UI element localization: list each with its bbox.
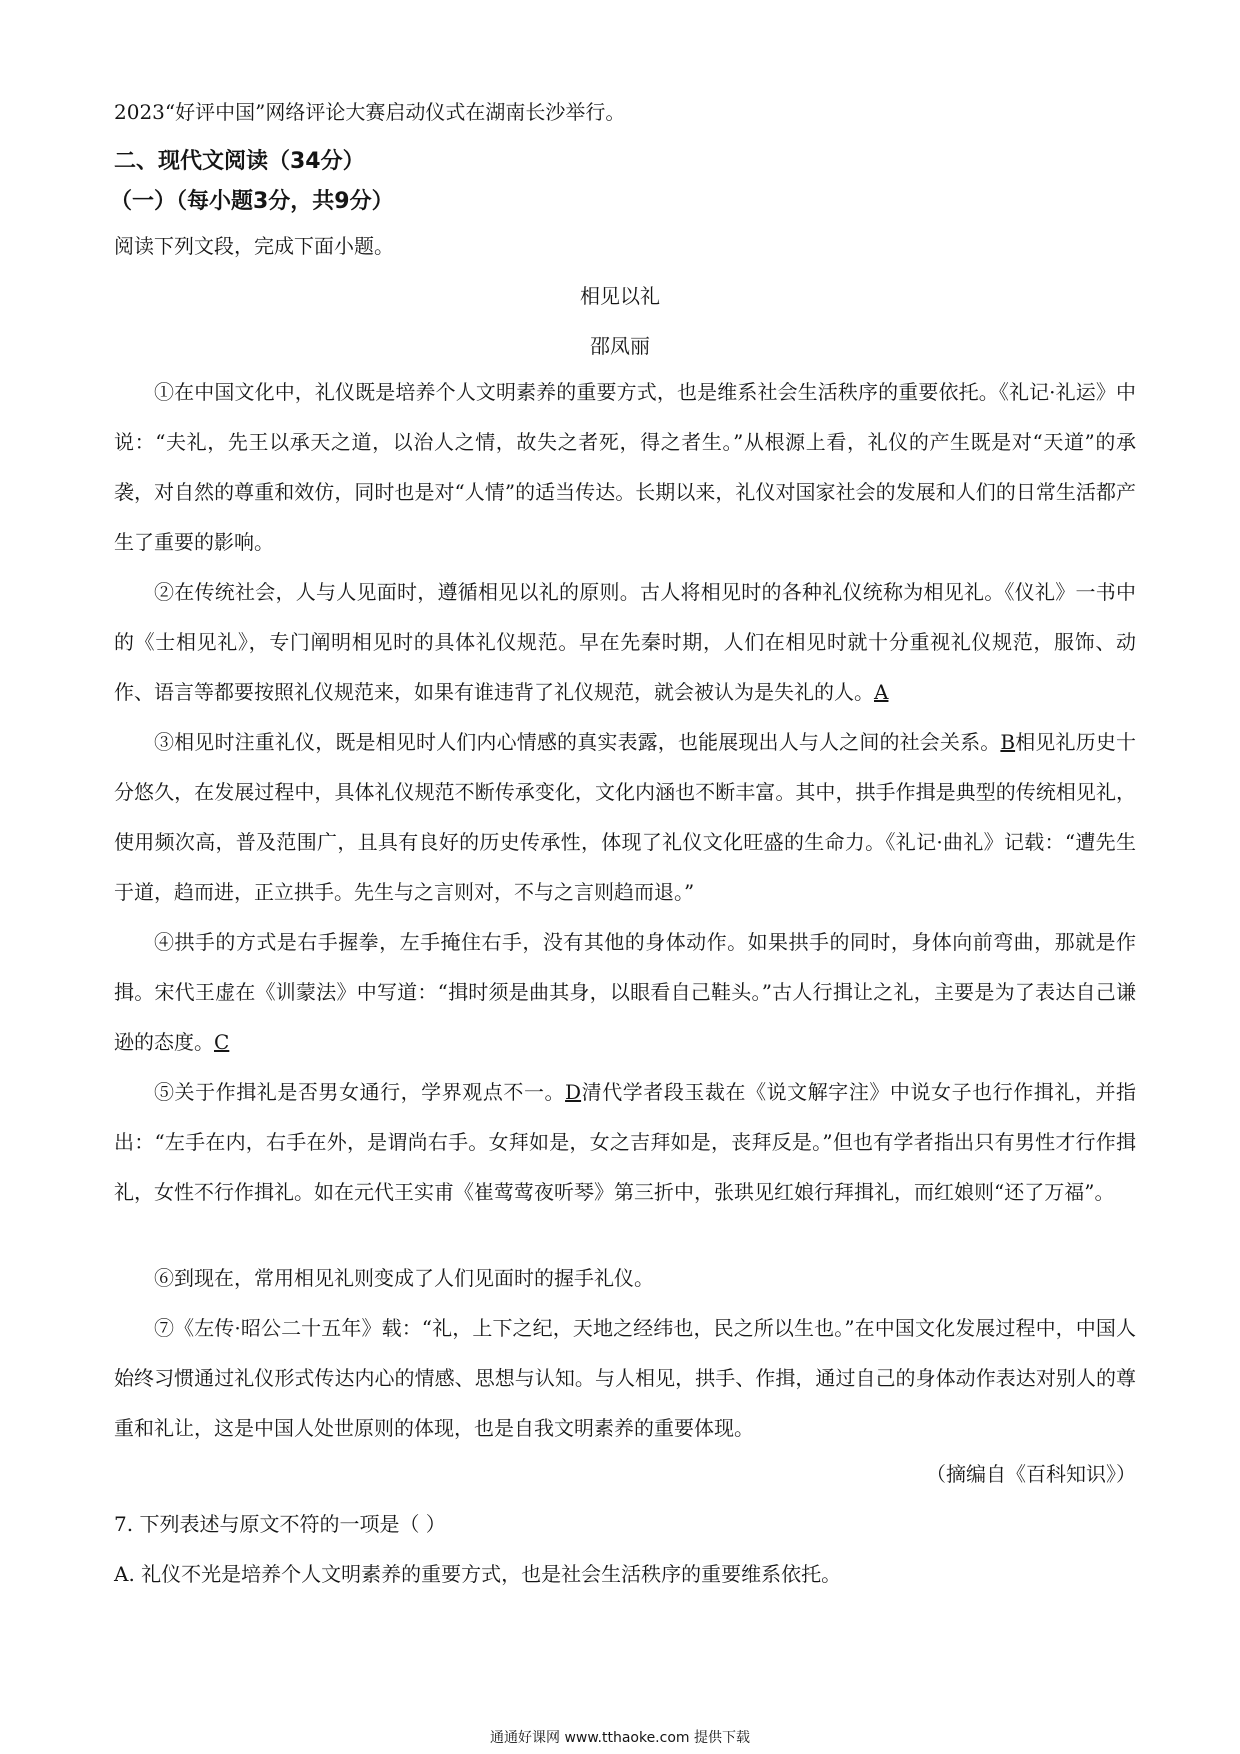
subsection-heading: （一）（每小题3分，共9分）: [110, 189, 394, 214]
intro-line: 2023“好评中国”网络评论大赛启动仪式在湖南长沙举行。: [114, 100, 626, 124]
paragraph-2: [114, 567, 1136, 717]
paragraph-5: [114, 1067, 1136, 1217]
paragraph-1: ①在中国文化中，礼仪既是培养个人文明素养的重要方式，也是维系社会生活秩序的重要依托。《礼记·礼运》中说：“夫礼，先王以承天之道，以治人之情，故失之者死，得之者生。”从根源上看，礼仪的产生既是对“天道”的承袭，对自然的尊重和效仿，同时也是对“人情”的适当传达。长期以来，礼仪对国家社会的发展和人们的日常生活都产生了重要的影响。: [114, 380, 1136, 554]
marker-c: C: [214, 1030, 230, 1054]
section-heading: 二、现代文阅读（34分）: [114, 149, 365, 174]
paragraph-7: ⑦《左传·昭公二十五年》载：“礼，上下之纪，天地之经纬也，民之所以生也。”在中国文化发展过程中，中国人始终习惯通过礼仪形式传达内心的情感、思想与认知。与人相见，拱手、作揖，通过自己的身体动作表达对别人的尊重和礼让，这是中国人处世原则的体现，也是自我文明素养的重要体现。: [114, 1316, 1136, 1440]
paragraph-4: [114, 917, 1136, 1067]
article-title: 相见以礼: [580, 284, 660, 308]
paragraph-5-text-a: ⑤关于作揖礼是否男女通行，学界观点不一。: [154, 1080, 566, 1104]
paragraph-3: [114, 717, 1136, 917]
paragraph-4-text: ④拱手的方式是右手握拳，左手掩住右手，没有其他的身体动作。如果拱手的同时，身体向前弯曲，那就是作揖。宋代王虚在《训蒙法》中写道：“揖时须是曲其身，以眼看自己鞋头。”古人行揖让之礼，主要是为了表达自己谦逊的态度。: [114, 930, 1136, 1054]
marker-d: D: [565, 1080, 582, 1104]
marker-a: A: [874, 680, 889, 704]
paragraph-5-text-b: 清代学者段玉裁在《说文解字注》中说女子也行作揖礼，并指出：“左手在内，右手在外，是谓尚右手。女拜如是，女之吉拜如是，丧拜反是。”但也有学者指出只有男性才行作揖礼，女性不行作揖礼。如在元代王实甫《崔莺莺夜听琴》第三折中，张珙见红娘行拜揖礼，而红娘则“还了万福”。: [114, 1080, 1137, 1204]
paragraph-6: ⑥到现在，常用相见礼则变成了人们见面时的握手礼仪。: [154, 1266, 654, 1290]
paragraph-2-text: ②在传统社会，人与人见面时，遵循相见以礼的原则。古人将相见时的各种礼仪统称为相见礼。《仪礼》一书中的《士相见礼》，专门阐明相见时的具体礼仪规范。早在先秦时期，人们在相见时就十分重视礼仪规范，服饰、动作、语言等都要按照礼仪规范来，如果有谁违背了礼仪规范，就会被认为是失礼的人。: [114, 580, 1136, 704]
article-author: 邵凤丽: [590, 334, 650, 358]
paragraph-3-text-a: ③相见时注重礼仪，既是相见时人们内心情感的真实表露，也能展现出人与人之间的社会关系。: [154, 730, 1001, 754]
question-option-a: A. 礼仪不光是培养个人文明素养的重要方式，也是社会生活秩序的重要维系依托。: [114, 1562, 842, 1586]
page-footer: 通通好课网 www.tthaoke.com 提供下载: [490, 1730, 750, 1746]
question-stem: 7. 下列表述与原文不符的一项是（ ）: [114, 1512, 446, 1536]
paragraph-3-text-b: 相见礼历史十分悠久，在发展过程中，具体礼仪规范不断传承变化，文化内涵也不断丰富。其中，拱手作揖是典型的传统相见礼，使用频次高，普及范围广，且具有良好的历史传承性，体现了礼仪文化旺盛的生命力。《礼记·曲礼》记载：“遭先生于道，趋而进，正立拱手。先生与之言则对，不与之言则趋而退。”: [114, 730, 1137, 904]
marker-b: B: [1000, 730, 1016, 754]
article-source: （摘编自《百科知识》）: [926, 1462, 1136, 1486]
instruction: 阅读下列文段，完成下面小题。: [114, 234, 394, 258]
